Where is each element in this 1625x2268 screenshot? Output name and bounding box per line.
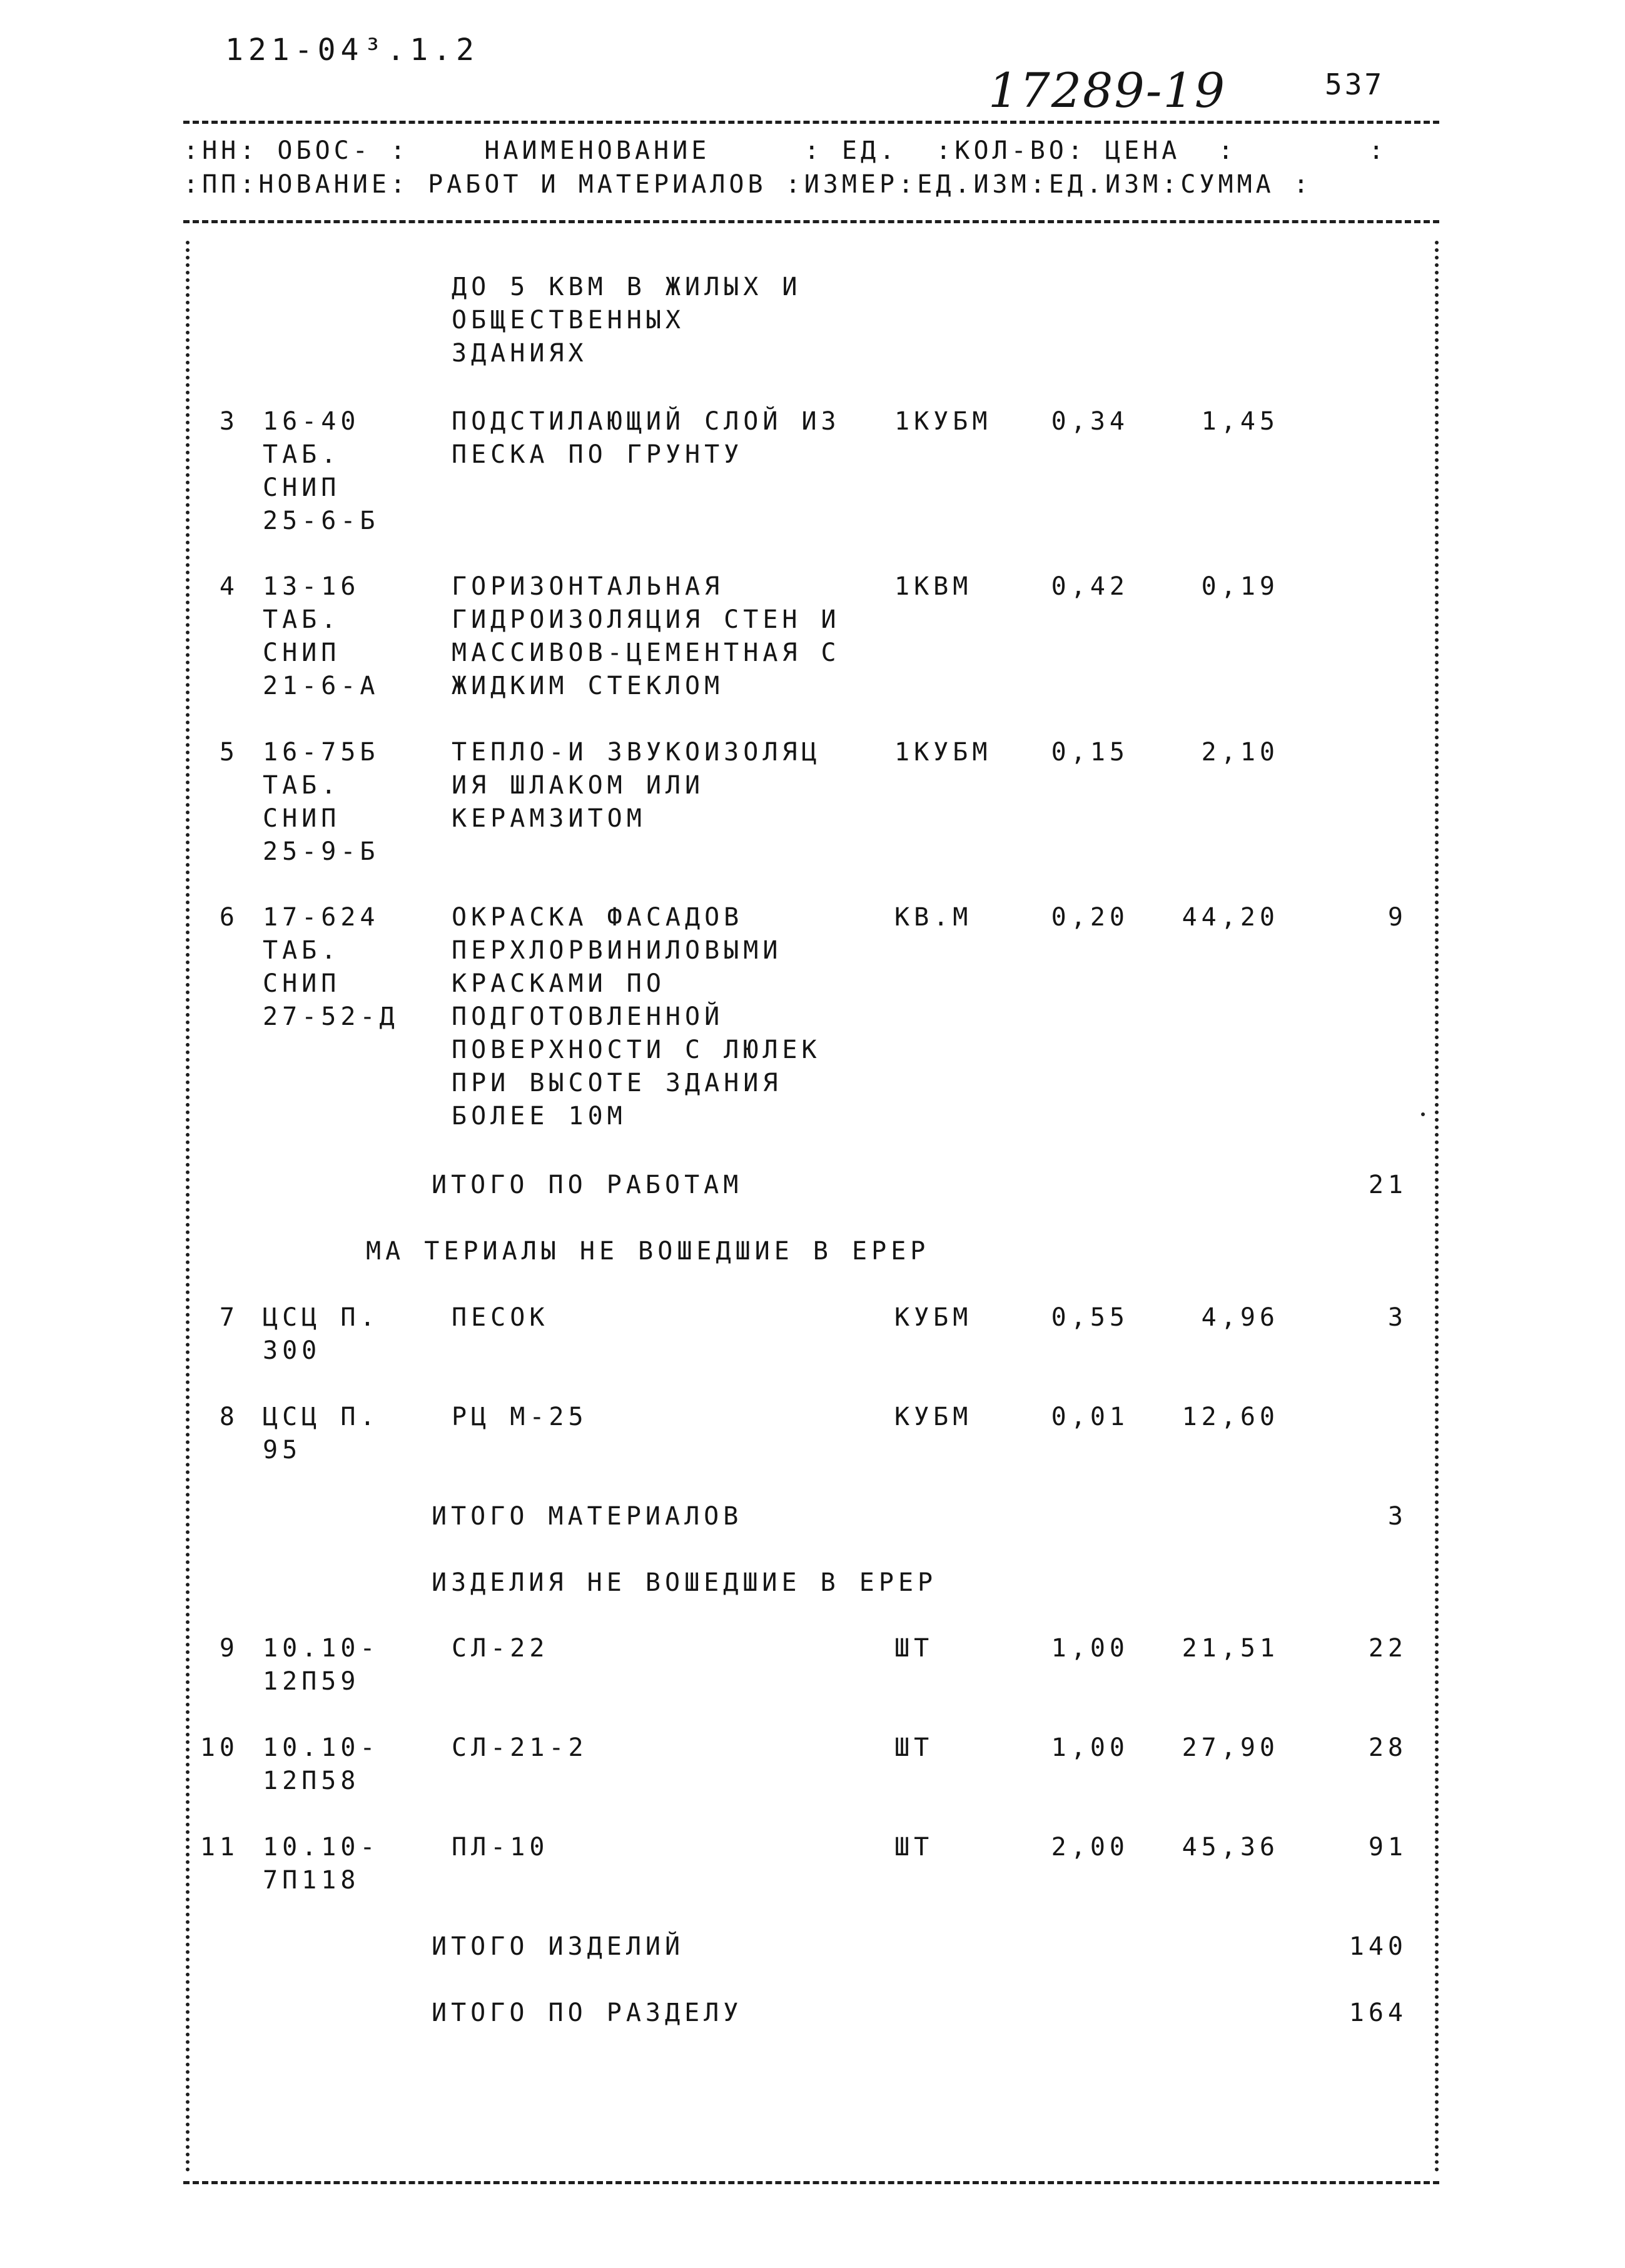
cell-sum: 21 bbox=[1368, 1171, 1407, 1199]
cell-sum: 3 bbox=[1387, 1502, 1407, 1531]
cell-qty: 0,01 bbox=[1051, 1403, 1129, 1431]
header-bottom-rule bbox=[183, 220, 1439, 223]
cell-code: 10.10- 12П58 bbox=[263, 1733, 380, 1795]
header-line-1: :НН: ОБОС- : НАИМЕНОВАНИЕ : ЕД. :КОЛ-ВО: ЦЕНА : : bbox=[183, 136, 1388, 165]
cell-sum: 164 bbox=[1349, 1998, 1407, 2027]
cell-name: МА ТЕРИАЛЫ НЕ ВОШЕДШИЕ В ЕРЕР bbox=[366, 1237, 930, 1266]
cell-name: РЦ М-25 bbox=[452, 1403, 588, 1431]
cell-name: СЛ-21-2 bbox=[452, 1733, 588, 1762]
cell-name: ИТОГО МАТЕРИАЛОВ bbox=[432, 1502, 743, 1531]
cell-unit: ШТ bbox=[894, 1833, 934, 1862]
cell-unit: ШТ bbox=[894, 1733, 934, 1762]
cell-num: 8 bbox=[219, 1403, 239, 1431]
cell-sum: 9 bbox=[1387, 903, 1407, 932]
header-line-2: :ПП:НОВАНИЕ: РАБОТ И МАТЕРИАЛОВ :ИЗМЕР:ЕД.ИЗМ:ЕД.ИЗМ:СУММА : bbox=[183, 170, 1312, 199]
cell-name: ТЕПЛО-И ЗВУКОИЗОЛЯЦ ИЯ ШЛАКОМ ИЛИ КЕРАМЗИТОМ bbox=[452, 738, 821, 833]
cell-sum: 3 bbox=[1387, 1303, 1407, 1332]
cell-qty: 0,20 bbox=[1051, 903, 1129, 932]
cell-price: 45,36 bbox=[1182, 1833, 1279, 1862]
handwritten-number: 17289-19 bbox=[988, 63, 1227, 118]
cell-unit: КУБМ bbox=[894, 1303, 973, 1332]
cell-num: 3 bbox=[219, 407, 239, 436]
cell-num: 11 bbox=[200, 1833, 239, 1862]
cell-price: 2,10 bbox=[1201, 738, 1279, 767]
cell-price: 27,90 bbox=[1182, 1733, 1279, 1762]
cell-sum: 91 bbox=[1368, 1833, 1407, 1862]
cell-code: 10.10- 12П59 bbox=[263, 1634, 380, 1696]
cell-code: 17-624 ТАБ. СНИП 27-52-Д bbox=[263, 903, 399, 1031]
cell-num: 5 bbox=[219, 738, 239, 767]
cell-price: 4,96 bbox=[1201, 1303, 1279, 1332]
cell-qty: 1,00 bbox=[1051, 1733, 1129, 1762]
cell-name: ИТОГО ПО РАБОТАМ bbox=[432, 1171, 743, 1199]
page-number: 537 bbox=[1325, 68, 1385, 101]
cell-num: 4 bbox=[219, 572, 239, 601]
cell-name: ИЗДЕЛИЯ НЕ ВОШЕДШИЕ В ЕРЕР bbox=[432, 1568, 938, 1597]
cell-unit: КУБМ bbox=[894, 1403, 973, 1431]
document-code: 121-04³.1.2 bbox=[225, 33, 479, 68]
cell-qty: 0,15 bbox=[1051, 738, 1129, 767]
cell-code: 10.10- 7П118 bbox=[263, 1833, 380, 1895]
cell-code: 16-40 ТАБ. СНИП 25-6-Б bbox=[263, 407, 380, 535]
cell-name: СЛ-22 bbox=[452, 1634, 549, 1663]
cell-name: ДО 5 КВМ В ЖИЛЫХ И ОБЩЕСТВЕННЫХ ЗДАНИЯХ bbox=[452, 273, 802, 368]
cell-num: 6 bbox=[219, 903, 239, 932]
scan-speck bbox=[1421, 1112, 1425, 1116]
cell-sum: 140 bbox=[1349, 1932, 1407, 1961]
cell-code: 16-75Б ТАБ. СНИП 25-9-Б bbox=[263, 738, 380, 866]
cell-qty: 0,42 bbox=[1051, 572, 1129, 601]
cell-name: ПОДСТИЛАЮЩИЙ СЛОЙ ИЗ ПЕСКА ПО ГРУНТУ bbox=[452, 407, 841, 469]
cell-name: ИТОГО ИЗДЕЛИЙ bbox=[432, 1932, 685, 1961]
cell-qty: 0,55 bbox=[1051, 1303, 1129, 1332]
cell-name: ПЕСОК bbox=[452, 1303, 549, 1332]
right-border bbox=[1435, 241, 1439, 2173]
cell-num: 9 bbox=[219, 1634, 239, 1663]
cell-name: ОКРАСКА ФАСАДОВ ПЕРХЛОРВИНИЛОВЫМИ КРАСКАМИ ПО ПОДГОТОВЛЕННОЙ ПОВЕРХНОСТИ С ЛЮЛЕК ПРИ ВЫСОТЕ ЗДАНИЯ БОЛЕЕ 10М bbox=[452, 903, 821, 1131]
cell-qty: 1,00 bbox=[1051, 1634, 1129, 1663]
cell-sum: 22 bbox=[1368, 1634, 1407, 1663]
cell-unit: 1КВМ bbox=[894, 572, 973, 601]
cell-code: ЦСЦ П. 95 bbox=[263, 1403, 380, 1464]
table-bottom-rule bbox=[183, 2181, 1439, 2184]
cell-unit: КВ.М bbox=[894, 903, 973, 932]
cell-code: ЦСЦ П. 300 bbox=[263, 1303, 380, 1365]
cell-unit: ШТ bbox=[894, 1634, 934, 1663]
cell-price: 21,51 bbox=[1182, 1634, 1279, 1663]
cell-qty: 2,00 bbox=[1051, 1833, 1129, 1862]
cell-price: 0,19 bbox=[1201, 572, 1279, 601]
left-border bbox=[186, 241, 190, 2173]
cell-qty: 0,34 bbox=[1051, 407, 1129, 436]
cell-name: ИТОГО ПО РАЗДЕЛУ bbox=[432, 1998, 743, 2027]
cell-unit: 1КУБМ bbox=[894, 738, 992, 767]
cell-name: ПЛ-10 bbox=[452, 1833, 549, 1862]
cell-price: 12,60 bbox=[1182, 1403, 1279, 1431]
cell-name: ГОРИЗОНТАЛЬНАЯ ГИДРОИЗОЛЯЦИЯ СТЕН И МАССИВОВ-ЦЕМЕНТНАЯ С ЖИДКИМ СТЕКЛОМ bbox=[452, 572, 841, 700]
cell-price: 1,45 bbox=[1201, 407, 1279, 436]
cell-sum: 28 bbox=[1368, 1733, 1407, 1762]
header-top-rule bbox=[183, 121, 1439, 124]
cell-unit: 1КУБМ bbox=[894, 407, 992, 436]
cell-code: 13-16 ТАБ. СНИП 21-6-А bbox=[263, 572, 380, 700]
cell-num: 10 bbox=[200, 1733, 239, 1762]
cell-price: 44,20 bbox=[1182, 903, 1279, 932]
cell-num: 7 bbox=[219, 1303, 239, 1332]
